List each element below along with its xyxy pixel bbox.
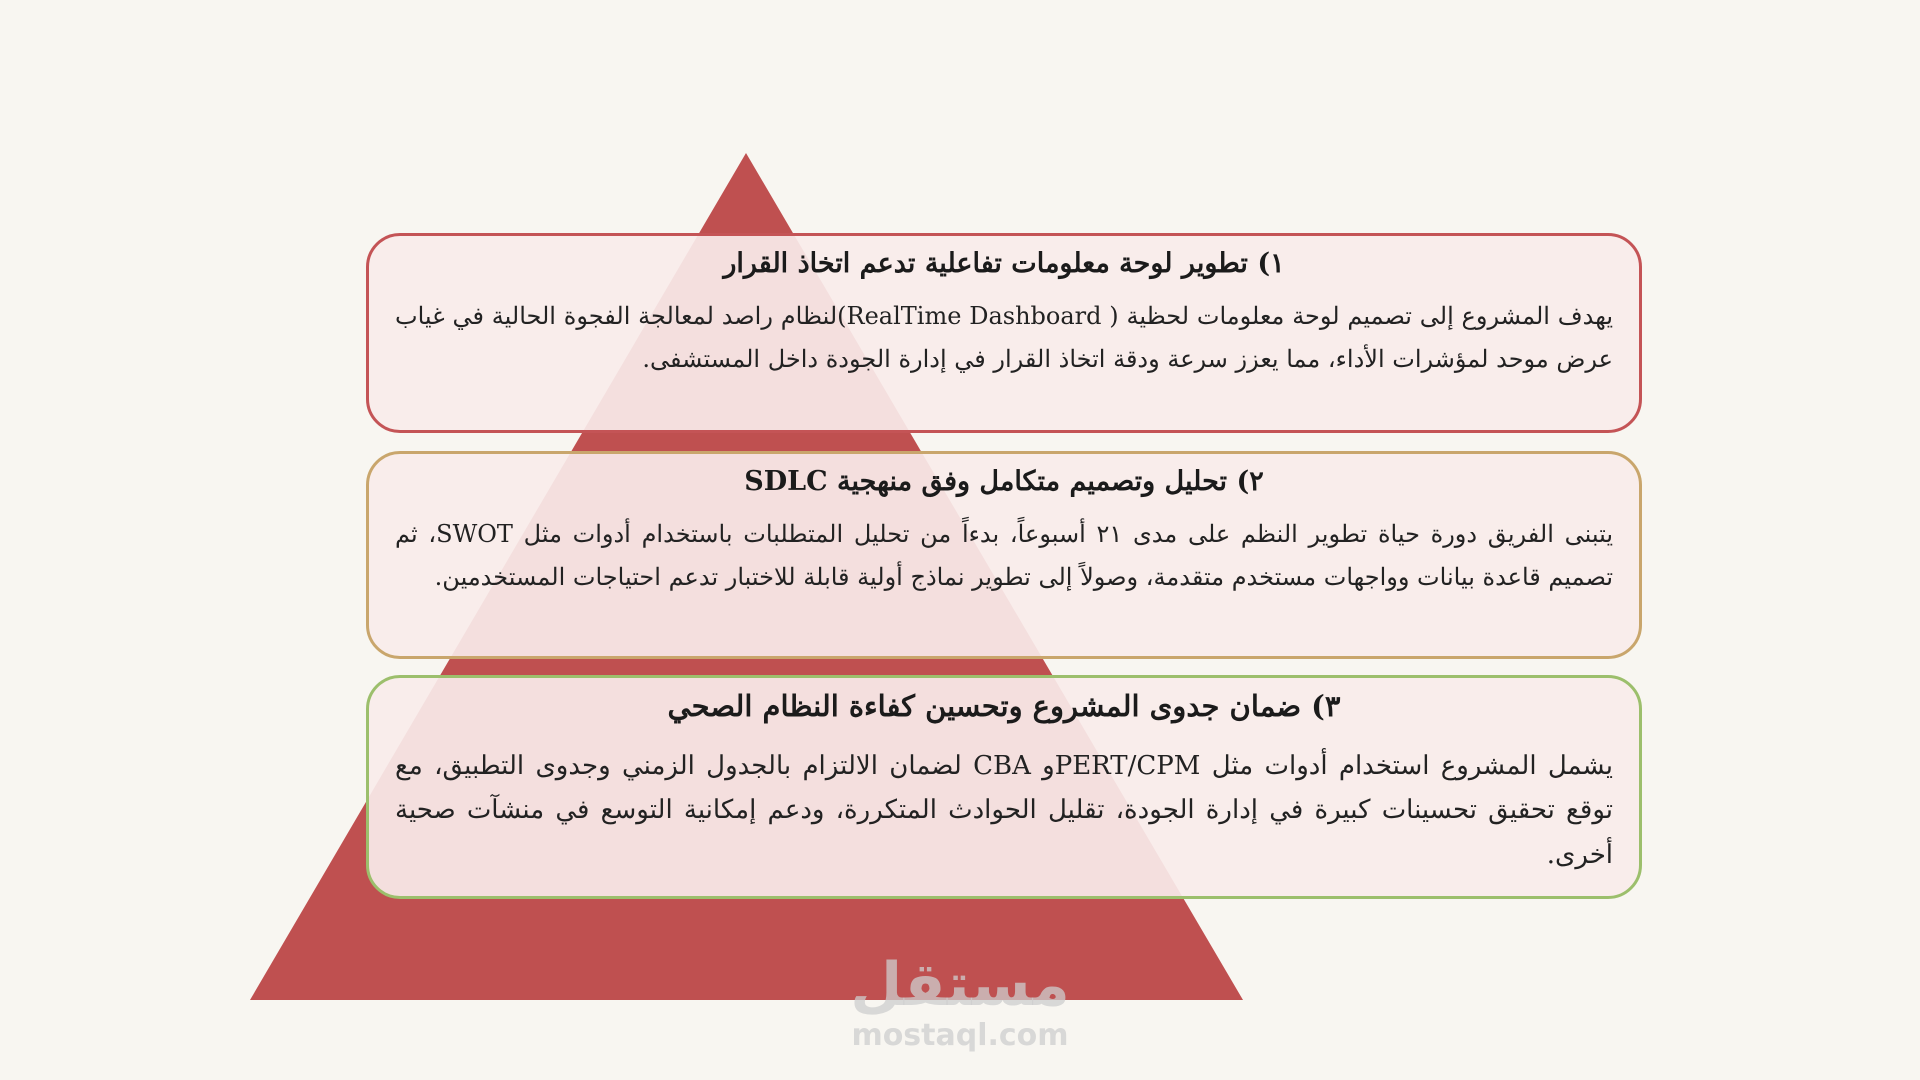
goal-card-1 [366,233,1642,433]
goal-card-2-title: ٢) تحليل وتصميم متكامل وفق منهجية SDLC [744,466,1264,497]
goal-card-1-body: يهدف المشروع إلى تصميم لوحة معلومات لحظية ( RealTime Dashboard)لنظام راصد لمعالجة الفجوة الحالية في غياب عرض موحد لمؤشرات الأداء، مما يعزز سرعة ودقة اتخاذ القرار في إدارة الجودة داخل المستشفى. [395,302,1613,373]
goal-card-3-body: يشمل المشروع استخدام أدوات مثل PERT/CPMو CBA لضمان الالتزام بالجدول الزمني وجدوى التطبيق، مع توقع تحقيق تحسينات كبيرة في إدارة الجودة، تقليل الحوادث المتكررة، ودعم إمكانية التوسع في منشآت صحية أخرى. [395,750,1614,871]
goal-card-1-title: ١) تطوير لوحة معلومات تفاعلية تدعم اتخاذ القرار [723,248,1285,279]
goal-card-3-title: ٣) ضمان جدوى المشروع وتحسين كفاءة النظام الصحي [667,689,1341,723]
goal-card-2-body: يتبنى الفريق دورة حياة تطوير النظم على مدى ٢١ أسبوعاً، بدءاً من تحليل المتطلبات باستخدام أدوات مثل SWOT، ثم تصميم قاعدة بيانات وواجهات مستخدم متقدمة، وصولاً إلى تطوير نماذج أولية قابلة للاختبار تدعم احتياجات المستخدمين. [395,520,1614,591]
mostaql-watermark-logo [840,950,1080,1067]
goal-card-3 [366,675,1642,899]
goal-card-2 [366,451,1642,659]
watermark-logo-word: مستقل [850,950,1070,1020]
watermark-url: mostaql.com [851,1018,1069,1053]
